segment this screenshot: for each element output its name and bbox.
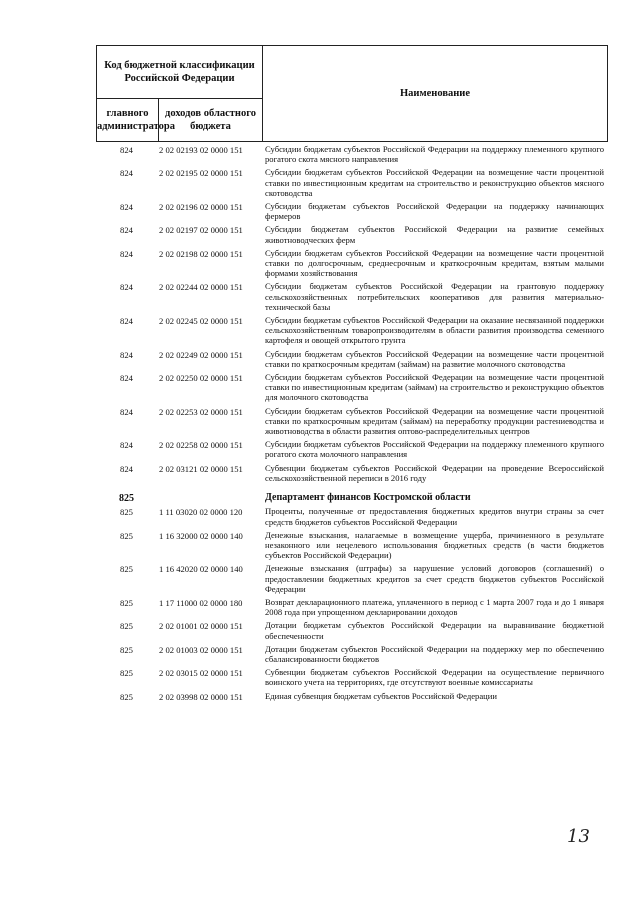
name-cell: Субсидии бюджетам субъектов Российской Федерации на возмещение части процентной ставки по инвестиционным кредитам (займам) на строительство и реконструкцию объектов для молочного скотоводства <box>265 372 604 403</box>
table-row <box>96 667 608 687</box>
admin-code-cell: 825 <box>120 530 133 541</box>
name-cell: Дотации бюджетам субъектов Российской Федерации на поддержку мер по обеспечению сбалансированности бюджетов <box>265 643 604 664</box>
table-row <box>96 644 608 664</box>
table-header <box>96 45 608 142</box>
table-row <box>96 144 608 164</box>
admin-code-cell: 824 <box>120 373 133 384</box>
admin-code-cell: 824 <box>120 463 133 474</box>
name-cell: Субсидии бюджетам субъектов Российской Федерации на возмещение части процентной ставки по долгосрочным, среднесрочным и краткосрочным кредитам, взятым малыми формами хозяйствования <box>265 247 604 279</box>
income-code-cell: 2 02 02198 02 0000 151 <box>159 248 243 259</box>
name-cell: Субвенции бюджетам субъектов Российской Федерации на осуществление первичного воинского учета на территориях, где отсутствуют военные комиссариаты <box>265 667 604 688</box>
table-row <box>96 439 608 459</box>
table-row <box>96 167 608 198</box>
name-cell: Субсидии бюджетам субъектов Российской Федерации на поддержку племенного крупного рогатого скота мясного направления <box>265 144 604 165</box>
admin-code-cell: 825 <box>120 668 133 679</box>
name-cell: Субсидии бюджетам субъектов Российской Федерации на поддержку племенного крупного рогатого скота молочного направления <box>265 439 604 460</box>
admin-code-cell: 824 <box>120 248 133 259</box>
table-row <box>96 691 608 702</box>
table-row <box>96 315 608 346</box>
admin-code-cell: 825 <box>120 644 133 655</box>
table-row <box>96 201 608 221</box>
income-code-cell <box>157 493 263 504</box>
name-cell: Единая субвенция бюджетам субъектов Российской Федерации <box>265 690 497 701</box>
handwritten-page-number: 13 <box>567 826 590 847</box>
income-code-cell: 2 02 02196 02 0000 151 <box>159 202 243 213</box>
code-group-header: Код бюджетной классификации Российской Федерации <box>97 46 263 99</box>
table-body <box>96 144 608 702</box>
table-row <box>96 563 608 594</box>
name-cell: Субсидии бюджетам субъектов Российской Федерации на возмещение части процентной ставки по краткосрочным кредитам (займам) на развитие молочного скотоводства <box>265 348 604 369</box>
income-code-cell: 2 02 02245 02 0000 151 <box>159 316 243 327</box>
income-code-cell: 2 02 02195 02 0000 151 <box>159 168 243 179</box>
income-code-cell: 1 11 03020 02 0000 120 <box>159 507 243 518</box>
admin-code-cell: 824 <box>120 168 133 179</box>
admin-code-cell: 825 <box>120 507 133 518</box>
income-code-cell: 2 02 01001 02 0000 151 <box>159 621 243 632</box>
admin-code-cell: 824 <box>120 202 133 213</box>
table-row <box>96 372 608 403</box>
admin-code-cell: 825 <box>120 564 133 575</box>
income-code-cell: 2 02 02258 02 0000 151 <box>159 440 243 451</box>
name-cell: Субсидии бюджетам субъектов Российской Федерации на возмещение части процентной ставки по инвестиционным кредитам на строительство и реконструкцию объектов мясного скотоводства <box>265 167 604 198</box>
department-row <box>96 493 608 504</box>
admin-code-cell: 824 <box>120 225 133 236</box>
name-cell: Субвенции бюджетам субъектов Российской Федерации на проведение Всероссийской сельскохозяйственной переписи в 2016 году <box>265 462 604 483</box>
income-code-cell: 2 02 02253 02 0000 151 <box>159 406 243 417</box>
table-row <box>96 224 608 244</box>
admin-column-header: главного администратора <box>97 99 159 142</box>
name-cell: Дотации бюджетам субъектов Российской Федерации на выравнивание бюджетной обеспеченности <box>265 620 604 641</box>
table-row <box>96 530 608 561</box>
income-code-cell: 1 16 32000 02 0000 140 <box>159 530 243 541</box>
admin-code-cell: 824 <box>120 145 133 155</box>
income-code-cell: 2 02 02249 02 0000 151 <box>159 349 243 360</box>
name-cell: Субсидии бюджетам субъектов Российской Федерации на развитие семейных животноводческих ферм <box>265 224 604 245</box>
admin-code-cell: 824 <box>120 440 133 451</box>
name-cell: Денежные взыскания (штрафы) за нарушение условий договоров (соглашений) о предоставлении бюджетных кредитов за счет средств бюджетов субъектов Российской Федерации <box>265 563 604 594</box>
income-code-cell: 1 17 11000 02 0000 180 <box>159 597 243 608</box>
name-cell: Субсидии бюджетам субъектов Российской Федерации на поддержку начинающих фермеров <box>265 201 604 222</box>
income-code-cell: 2 02 03015 02 0000 151 <box>159 668 243 679</box>
income-code-cell: 1 16 42020 02 0000 140 <box>159 564 243 575</box>
admin-code-cell: 824 <box>120 349 133 360</box>
name-cell: Департамент финансов Костромской области <box>265 492 471 504</box>
name-cell: Денежные взыскания, налагаемые в возмещение ущерба, причиненного в результате незаконного или нецелевого использования бюджетных средств (в части бюджетов субъектов Российской Федерации) <box>265 529 604 561</box>
table-row <box>96 349 608 369</box>
income-code-cell: 2 02 02197 02 0000 151 <box>159 225 243 236</box>
admin-code-cell: 824 <box>120 406 133 417</box>
income-code-cell: 2 02 02244 02 0000 151 <box>159 282 243 293</box>
income-code-cell: 2 02 02193 02 0000 151 <box>159 145 243 155</box>
table-row <box>96 248 608 279</box>
admin-code-cell: 824 <box>120 282 133 293</box>
income-code-cell: 2 02 03998 02 0000 151 <box>159 691 243 702</box>
admin-code-cell: 825 <box>120 621 133 632</box>
table-row <box>96 597 608 617</box>
name-cell: Субсидии бюджетам субъектов Российской Федерации на возмещение части процентной ставки по краткосрочным кредитам (займам) на переработку продукции растениеводства и животноводства в области развития оптово-распределительных центров <box>265 405 604 437</box>
income-code-cell: 2 02 02250 02 0000 151 <box>159 373 243 384</box>
table-row <box>96 406 608 437</box>
income-code-cell: 2 02 01003 02 0000 151 <box>159 644 243 655</box>
admin-code-cell: 825 <box>120 597 133 608</box>
table-row <box>96 281 608 312</box>
table-row <box>96 463 608 483</box>
name-cell: Субсидии бюджетам субъектов Российской Федерации на оказание несвязанной поддержки сельскохозяйственным товаропроизводителям в области развития производства семенного картофеля и овощей открытого грунта <box>265 315 604 346</box>
table-row <box>96 506 608 526</box>
admin-code-cell: 825 <box>120 691 133 702</box>
income-column-header: доходов областного бюджета <box>159 99 263 142</box>
name-column-header: Наименование <box>263 46 608 142</box>
name-cell: Субсидии бюджетам субъектов Российской Федерации на грантовую поддержку сельскохозяйственных потребительских кооперативов для развития материально-технической базы <box>265 281 604 312</box>
income-code-cell: 2 02 03121 02 0000 151 <box>159 463 243 474</box>
admin-code-cell: 825 <box>119 493 134 505</box>
name-cell: Проценты, полученные от предоставления бюджетных кредитов внутри страны за счет средств бюджетов субъектов Российской Федерации <box>265 506 604 527</box>
document-page <box>96 45 608 705</box>
name-cell: Возврат декларационного платежа, уплаченного в период с 1 марта 2007 года и до 1 января 2008 года при упрощенном декларировании доходов <box>265 596 604 618</box>
admin-code-cell: 824 <box>120 316 133 327</box>
table-row <box>96 620 608 640</box>
